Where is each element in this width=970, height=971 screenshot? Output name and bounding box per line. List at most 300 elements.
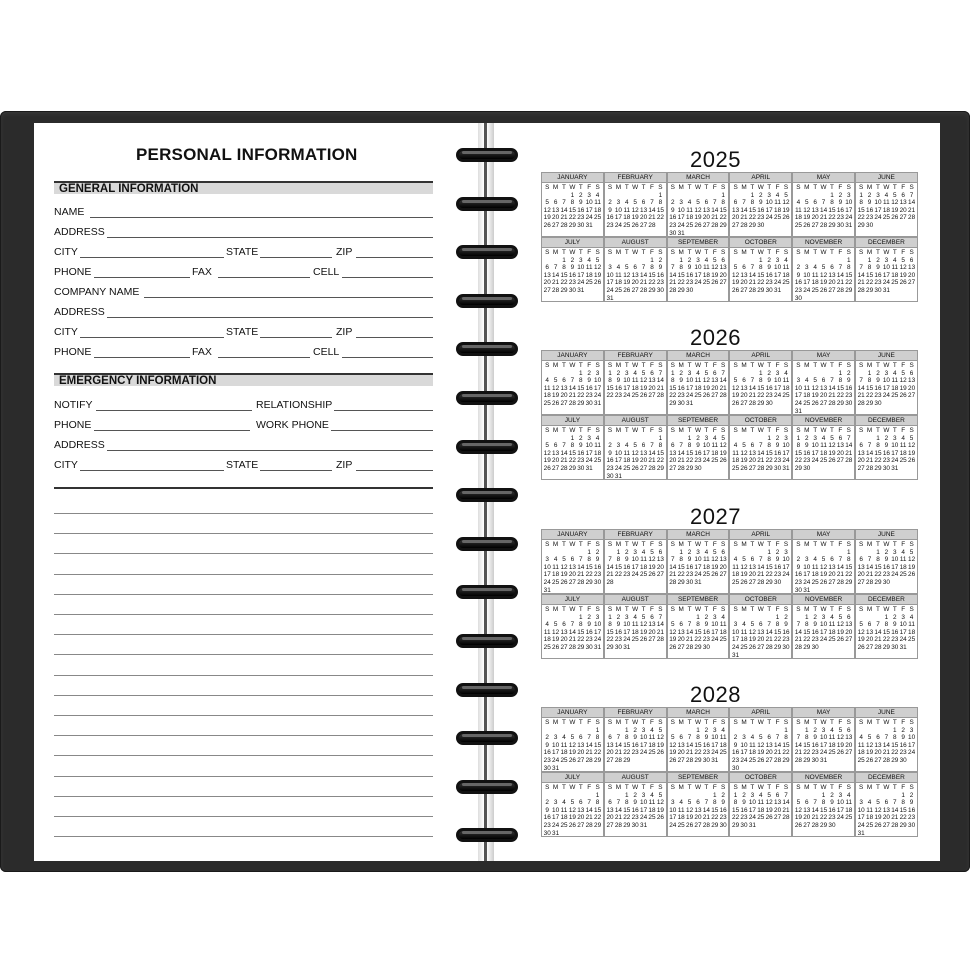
emergency-address-line[interactable] (104, 450, 433, 451)
day-cell: 22 (765, 571, 773, 579)
day-cell: 12 (543, 206, 551, 214)
day-cell: 7 (830, 377, 834, 385)
weekday-header: S (607, 362, 613, 369)
day-cell: 27 (748, 578, 756, 586)
emergency-zip-line[interactable] (356, 470, 433, 471)
day-cell: 14 (836, 563, 844, 571)
day-cell (568, 727, 576, 735)
day-cell: 22 (711, 814, 719, 822)
day-cell: 5 (909, 434, 914, 442)
day-cell (811, 257, 819, 265)
day-cell: 4 (553, 556, 558, 564)
weekday-header: S (909, 249, 914, 256)
city-state-zip-row (54, 246, 433, 260)
weekday-header: S (783, 362, 789, 369)
city-label: CITY (54, 246, 78, 258)
day-cell: 14 (648, 449, 656, 457)
day-cell: 4 (867, 799, 872, 807)
day-cell: 30 (882, 578, 890, 586)
day-cell: 12 (568, 806, 576, 814)
company-zip-line[interactable] (356, 337, 433, 338)
day-cell: 17 (803, 571, 811, 579)
day-cell: 2 (805, 434, 809, 442)
day-cell: 29 (606, 643, 614, 651)
emergency-phone-line[interactable] (94, 430, 250, 431)
day-cell: 26 (899, 279, 907, 287)
day-cell: 20 (748, 571, 756, 579)
weekday-header: S (545, 606, 550, 613)
weekday-header: M (552, 719, 559, 726)
day-cell: 21 (836, 279, 844, 287)
phone-fax-cell-row (54, 266, 433, 280)
day-cell: 20 (845, 741, 853, 749)
day-cell: 27 (606, 821, 614, 829)
day-cell: 22 (803, 749, 811, 757)
day-cell: 24 (623, 636, 631, 644)
day-cell: 31 (577, 286, 585, 294)
company-phone-line[interactable] (94, 357, 190, 358)
day-cell: 27 (702, 221, 710, 229)
weekday-header: F (587, 719, 592, 726)
day-cell: 15 (794, 449, 802, 457)
day-cell: 23 (623, 571, 631, 579)
day-cell: 9 (892, 621, 897, 629)
weekday-header: T (562, 784, 566, 791)
year-heading-2025: 2025 (690, 147, 741, 172)
day-cell: 10 (782, 442, 790, 450)
cell-line[interactable] (342, 277, 433, 278)
day-cell: 20 (677, 749, 685, 757)
day-cell: 26 (552, 643, 560, 651)
day-cell: 19 (765, 806, 773, 814)
day-cell: 19 (711, 271, 719, 279)
weekday-header: F (712, 427, 717, 434)
fax-line[interactable] (218, 277, 310, 278)
day-cell: 4 (830, 726, 834, 734)
day-cell: 19 (552, 636, 560, 644)
day-cell: 16 (543, 749, 551, 757)
weekday-header: T (624, 719, 629, 726)
day-cell: 21 (811, 814, 819, 822)
weekday-header: W (883, 719, 890, 726)
day-cell: 10 (694, 556, 702, 564)
month-december (855, 594, 918, 659)
day-cell: 18 (648, 806, 656, 814)
name-label: NAME (54, 206, 85, 218)
day-cell: 6 (742, 264, 746, 272)
weekday-header: S (670, 184, 675, 191)
weekday-header: F (775, 719, 780, 726)
day-cell: 6 (570, 556, 575, 564)
day-cell: 11 (711, 442, 719, 450)
day-cell: 31 (686, 399, 694, 407)
weekday-header: F (838, 541, 843, 548)
day-cell: 13 (882, 806, 890, 814)
weekday-header: S (607, 719, 613, 726)
emergency-city-line[interactable] (78, 470, 224, 471)
day-cell: 25 (811, 286, 819, 294)
weekday-header: M (552, 606, 559, 613)
day-cell: 25 (732, 578, 740, 586)
day-cell: 31 (552, 829, 560, 837)
day-cell: 19 (631, 214, 639, 222)
weekday-header: T (750, 184, 755, 191)
day-cell: 12 (908, 556, 916, 564)
day-cell: 24 (803, 286, 811, 294)
day-cell: 16 (908, 806, 916, 814)
day-cell: 24 (820, 636, 828, 644)
day-cell: 4 (805, 377, 809, 385)
day-cell: 28 (669, 578, 677, 586)
day-cell: 29 (857, 221, 865, 229)
day-cell: 19 (719, 449, 727, 457)
day-cell: 5 (750, 621, 755, 629)
day-cell: 25 (719, 749, 727, 757)
day-cell: 24 (891, 571, 899, 579)
name-line[interactable] (90, 217, 433, 218)
day-cell (623, 257, 631, 265)
day-cell: 8 (884, 621, 889, 629)
day-cell: 29 (648, 286, 656, 294)
weekday-header: S (859, 719, 864, 726)
day-cell: 1 (608, 369, 612, 377)
day-cell: 3 (579, 256, 583, 264)
day-cell: 17 (774, 271, 782, 279)
state-line[interactable] (260, 257, 332, 258)
month-february (604, 707, 667, 772)
day-cell: 6 (579, 799, 583, 807)
day-cell: 16 (765, 384, 773, 392)
day-cell: 8 (759, 264, 763, 272)
weekday-header: F (838, 427, 843, 434)
day-cell: 9 (909, 799, 914, 807)
weekday-header: S (607, 184, 613, 191)
day-cell: 5 (784, 191, 788, 199)
day-cell: 14 (552, 271, 560, 279)
day-cell: 18 (774, 206, 782, 214)
day-cell: 9 (784, 621, 788, 629)
day-cell: 5 (796, 799, 801, 807)
weekday-header: T (704, 606, 709, 613)
day-cell: 30 (702, 643, 710, 651)
day-cell: 21 (614, 749, 622, 757)
day-cell: 20 (656, 563, 664, 571)
day-cell: 30 (732, 764, 740, 772)
weekday-header: F (901, 719, 906, 726)
day-cell: 22 (748, 214, 756, 222)
day-cell: 3 (553, 799, 558, 807)
ruled-line (54, 796, 433, 797)
emergency-state-label: STATE (226, 459, 259, 471)
day-cell: 7 (570, 621, 575, 629)
day-cell: 19 (640, 384, 648, 392)
day-cell (585, 727, 593, 735)
day-cell: 25 (614, 286, 622, 294)
weekday-header: T (641, 427, 646, 434)
day-cell: 20 (774, 806, 782, 814)
day-cell: 20 (669, 457, 677, 465)
day-cell: 20 (845, 628, 853, 636)
month-march (667, 350, 730, 415)
weekday-header: S (846, 784, 851, 791)
day-cell (543, 792, 551, 800)
day-cell: 18 (640, 563, 648, 571)
weekday-header: T (578, 427, 583, 434)
day-cell: 8 (867, 377, 872, 385)
day-cell: 13 (719, 556, 727, 564)
day-cell: 22 (677, 279, 685, 287)
day-cell (740, 614, 748, 622)
weekday-header: F (712, 541, 717, 548)
weekday-header: T (562, 427, 566, 434)
day-cell: 17 (857, 814, 865, 822)
day-cell: 27 (857, 578, 865, 586)
ruled-line (54, 816, 433, 817)
day-cell: 4 (892, 256, 897, 264)
ruled-line (54, 715, 433, 716)
weekday-header: M (615, 249, 622, 256)
phone-line[interactable] (94, 277, 190, 278)
weekday-header: F (838, 606, 843, 613)
day-cell: 22 (577, 636, 585, 644)
day-cell: 21 (614, 814, 622, 822)
day-cell: 6 (859, 556, 863, 564)
month-name: MARCH (668, 708, 729, 718)
weekday-header: M (678, 719, 684, 726)
relationship-line[interactable] (330, 410, 433, 411)
month-name: DECEMBER (856, 595, 917, 605)
day-cell: 3 (909, 726, 914, 734)
day-cell: 29 (874, 464, 882, 472)
day-cell: 29 (732, 821, 740, 829)
day-cell (794, 792, 802, 800)
day-cell: 12 (640, 621, 648, 629)
day-cell: 5 (742, 442, 746, 450)
day-cell: 25 (594, 214, 602, 222)
day-cell: 5 (876, 799, 880, 807)
company-name-line[interactable] (144, 297, 433, 298)
day-cell: 7 (759, 442, 763, 450)
day-cell: 27 (694, 821, 702, 829)
day-cell: 23 (614, 392, 622, 400)
weekday-header: T (830, 606, 834, 613)
day-cell: 28 (774, 756, 782, 764)
day-cell: 4 (625, 199, 629, 207)
day-cell: 2 (545, 734, 549, 742)
month-name: APRIL (730, 351, 791, 361)
day-cell: 28 (568, 643, 576, 651)
day-cell: 22 (686, 457, 694, 465)
company-address-line[interactable] (104, 317, 433, 318)
day-cell: 23 (874, 279, 882, 287)
day-cell: 28 (866, 464, 874, 472)
day-cell: 23 (732, 756, 740, 764)
day-cell (551, 435, 559, 443)
day-cell: 3 (813, 434, 817, 442)
day-cell: 19 (686, 814, 694, 822)
day-cell: 1 (750, 191, 755, 199)
notify-line[interactable] (96, 410, 252, 411)
month-name: MAY (793, 708, 854, 718)
day-cell: 3 (616, 442, 621, 450)
day-cell: 25 (585, 279, 593, 287)
city-line[interactable] (78, 257, 224, 258)
day-cell: 12 (782, 199, 790, 207)
day-cell: 13 (820, 384, 828, 392)
day-cell: 9 (671, 206, 675, 214)
day-cell: 28 (656, 392, 664, 400)
work-phone-line[interactable] (330, 430, 433, 431)
day-cell: 20 (568, 571, 576, 579)
day-cell: 6 (742, 377, 746, 385)
day-cell: 27 (740, 286, 748, 294)
ruled-line (54, 654, 433, 655)
day-cell: 6 (553, 442, 558, 450)
notes-divider (54, 487, 433, 489)
day-cell: 17 (677, 214, 685, 222)
day-cell: 4 (650, 726, 654, 734)
day-cell: 9 (633, 734, 637, 742)
day-cell (740, 549, 748, 557)
day-cell: 7 (713, 199, 717, 207)
weekday-header: T (830, 719, 834, 726)
day-cell (669, 549, 677, 557)
day-cell: 21 (882, 749, 890, 757)
day-cell: 18 (899, 449, 907, 457)
day-cell: 28 (702, 821, 710, 829)
emergency-state-line[interactable] (260, 470, 332, 471)
day-cell: 2 (813, 613, 817, 621)
weekday-header: T (562, 541, 566, 548)
weekday-header: M (804, 362, 810, 369)
month-name: SEPTEMBER (668, 773, 729, 783)
day-cell: 23 (811, 749, 819, 757)
weekday-header: S (670, 784, 675, 791)
day-cell (865, 792, 873, 800)
day-cell: 30 (891, 643, 899, 651)
day-cell: 6 (821, 377, 826, 385)
day-cell: 13 (828, 271, 836, 279)
day-cell: 26 (631, 464, 639, 472)
day-cell: 9 (767, 377, 771, 385)
weekday-header: W (569, 249, 576, 256)
day-cell: 2 (679, 369, 683, 377)
day-cell: 20 (857, 457, 865, 465)
day-cell (631, 192, 639, 200)
company-state-line[interactable] (260, 337, 332, 338)
company-fax-line[interactable] (218, 357, 310, 358)
day-cell: 14 (794, 741, 802, 749)
day-cell: 19 (623, 279, 631, 287)
day-cell: 13 (640, 449, 648, 457)
day-cell: 19 (866, 749, 874, 757)
day-cell: 25 (891, 392, 899, 400)
day-cell: 28 (836, 578, 844, 586)
day-cell: 2 (796, 556, 801, 564)
day-cell: 2 (671, 199, 675, 207)
day-cell: 14 (677, 449, 685, 457)
month-name: OCTOBER (730, 595, 791, 605)
day-cell: 2 (909, 791, 914, 799)
day-cell (740, 435, 748, 443)
day-cell: 11 (866, 806, 873, 814)
day-cell: 9 (608, 449, 612, 457)
day-cell: 10 (585, 199, 593, 207)
phone-work-phone-row (54, 419, 433, 433)
day-cell: 5 (813, 377, 817, 385)
day-cell: 23 (803, 457, 811, 465)
day-cell: 6 (704, 199, 709, 207)
day-cell: 19 (656, 741, 664, 749)
day-cell: 4 (813, 556, 817, 564)
day-cell: 25 (866, 821, 874, 829)
day-cell (606, 257, 614, 265)
weekday-header: S (859, 541, 864, 548)
day-cell: 24 (594, 636, 602, 644)
weekday-header: T (892, 427, 897, 434)
day-cell: 31 (857, 829, 865, 837)
day-cell: 5 (641, 613, 646, 621)
day-cell: 10 (686, 377, 694, 385)
day-cell: 7 (838, 264, 843, 272)
zip-line[interactable] (356, 257, 433, 258)
spiral-coil (456, 731, 520, 747)
weekday-header: F (775, 427, 780, 434)
day-cell: 13 (543, 271, 551, 279)
day-cell: 2 (876, 369, 880, 377)
day-cell: 22 (560, 279, 568, 287)
weekday-header: T (641, 249, 646, 256)
day-cell: 22 (882, 636, 890, 644)
day-cell: 22 (782, 749, 790, 757)
day-cell: 17 (711, 628, 719, 636)
day-cell (803, 792, 811, 800)
day-cell: 7 (867, 556, 872, 564)
day-cell: 15 (874, 449, 882, 457)
day-cell: 8 (658, 199, 663, 207)
weekday-header: W (569, 719, 576, 726)
day-cell: 22 (606, 392, 614, 400)
day-cell (865, 435, 873, 443)
weekday-header: W (757, 362, 764, 369)
day-cell: 13 (748, 563, 756, 571)
day-cell: 2 (901, 726, 905, 734)
day-cell: 15 (577, 628, 585, 636)
day-cell: 26 (828, 457, 836, 465)
day-cell: 9 (721, 799, 725, 807)
weekday-header: S (670, 249, 675, 256)
day-cell: 10 (820, 734, 828, 742)
day-cell: 3 (713, 613, 717, 621)
day-cell: 14 (866, 449, 874, 457)
address-line[interactable] (104, 237, 433, 238)
day-cell: 26 (908, 571, 916, 579)
day-cell (874, 792, 882, 800)
day-cell: 24 (845, 214, 853, 222)
day-cell (585, 792, 593, 800)
weekday-header: F (712, 362, 717, 369)
company-cell-line[interactable] (342, 357, 433, 358)
day-cell: 26 (765, 814, 773, 822)
day-cell: 15 (765, 449, 773, 457)
day-cell: 18 (828, 741, 836, 749)
day-cell: 7 (687, 734, 692, 742)
weekday-header: W (820, 784, 827, 791)
day-cell: 28 (719, 392, 727, 400)
weekday-header: M (866, 362, 873, 369)
day-cell: 5 (733, 264, 738, 272)
company-city-line[interactable] (78, 337, 224, 338)
